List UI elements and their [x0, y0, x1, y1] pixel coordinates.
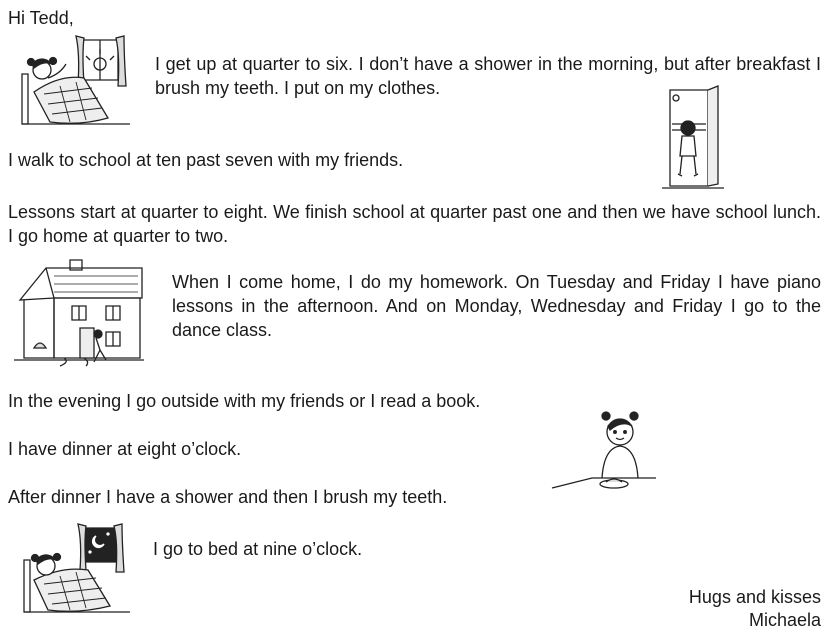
girl-walking-to-school-icon [662, 84, 724, 190]
paragraph-bedtime: I go to bed at nine o’clock. [153, 539, 363, 559]
paragraph-after-school: When I come home, I do my homework. On Tuesday and Friday I have piano lessons in the afternoon. And on Monday, Wednesday and Friday I go to the dance class. [172, 272, 821, 340]
paragraph-walk-to-school: I walk to school at ten past seven with my friends. [8, 150, 404, 170]
girl-going-to-bed-icon [22, 522, 132, 614]
paragraph-wake-up: I get up at quarter to six. I don’t have a shower in the morning, but after breakfast I brush my teeth. I put on my clothes. [155, 54, 821, 98]
greeting: Hi Tedd, [8, 8, 74, 28]
paragraph-dinner: I have dinner at eight o’clock. [8, 439, 242, 459]
house-icon [14, 258, 144, 366]
girl-eating-dinner-icon [552, 404, 662, 494]
signature: Michaela [748, 610, 821, 630]
paragraph-after-dinner: After dinner I have a shower and then I brush my teeth. [8, 487, 448, 507]
girl-waking-up-icon [20, 34, 132, 126]
closing: Hugs and kisses [688, 587, 821, 607]
paragraph-evening: In the evening I go outside with my friends or I read a book. [8, 391, 481, 411]
paragraph-lessons: Lessons start at quarter to eight. We finish school at quarter past one and then we have school lunch. I go home at quarter to two. [8, 202, 821, 246]
